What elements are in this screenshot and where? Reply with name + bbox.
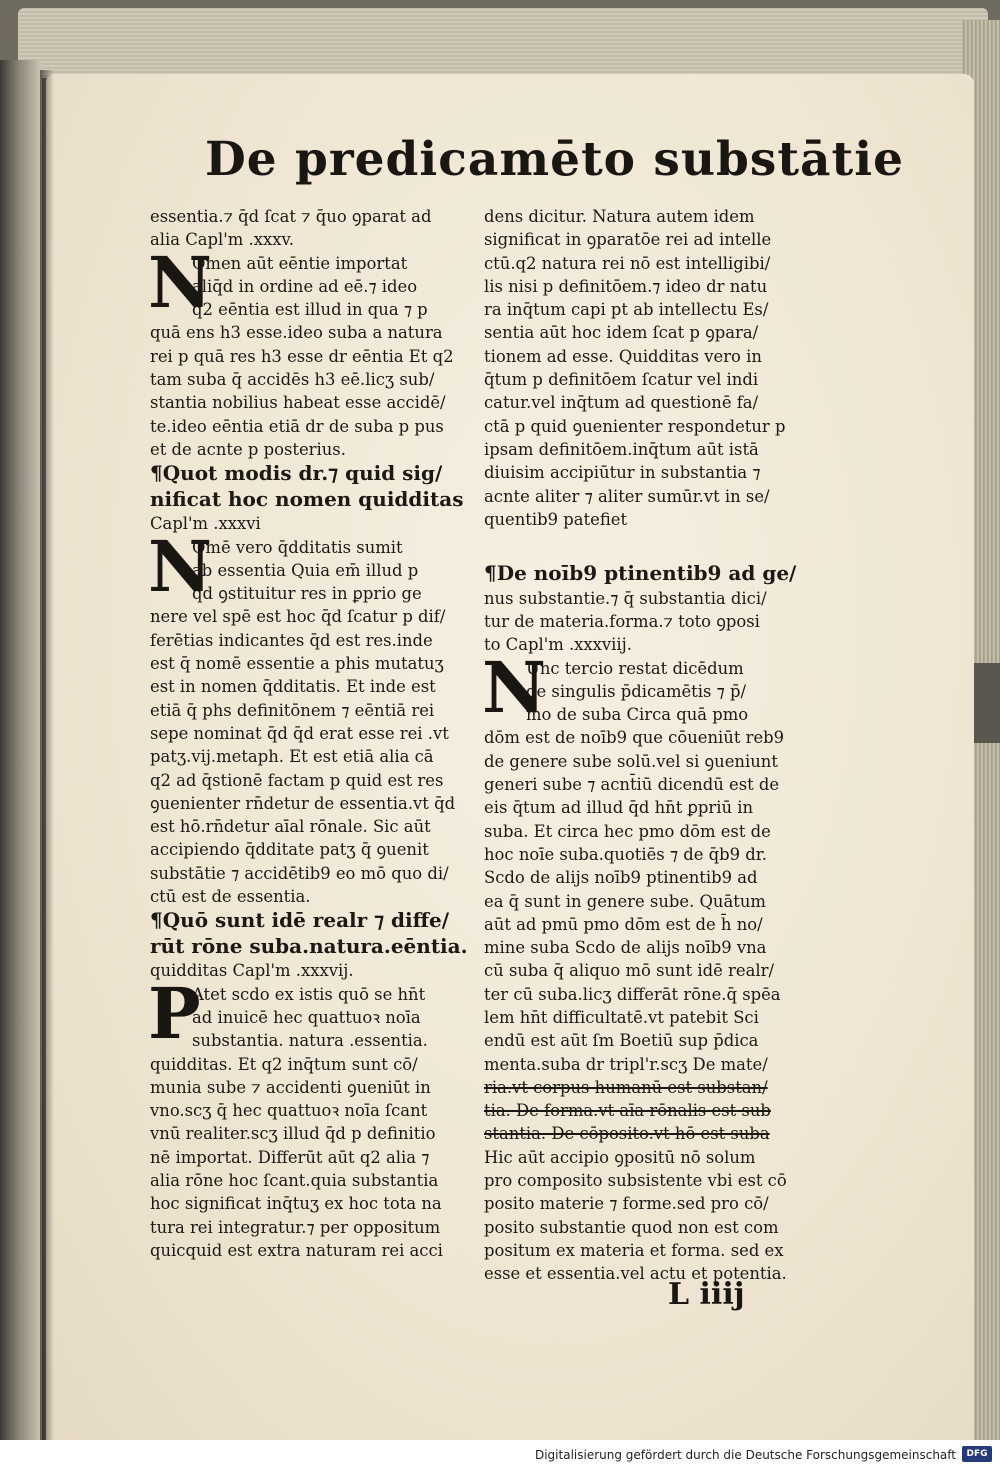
text-line: mo de suba Circa quā pmo [526, 705, 749, 725]
text-line: ra inq̄tum capi pt ab intellectu Es/ [484, 300, 769, 320]
text-line: quā ens h3 esse.ideo suba a natura [150, 323, 443, 343]
text-line: vnū realiter.scʒ illud q̄d p definitio [150, 1124, 436, 1144]
text-line: significat in ꝯparatōe rei ad intelle [484, 230, 772, 250]
text-line: hoc noīe suba.quotiēs ⁊ de q̄b9 dr. [484, 844, 768, 864]
text-line: dōm est de noīb9 que cōueniūt reb9 [484, 728, 785, 748]
text-line: posito substantie quod non est com [484, 1217, 779, 1237]
text-line: stantia. De cōposito.vt hō est suba [484, 1124, 770, 1144]
text-line: est hō.rn̄detur aīal rōnale. Sic aūt [150, 817, 431, 837]
text-line: ea q̄ sunt in genere sube. Quātum [484, 891, 766, 911]
text-line: tionem ad esse. Quidditas vero in [484, 346, 762, 366]
text-line: tia. De forma.vt aīa rōnalis est sub [484, 1101, 771, 1121]
footer-credit-bar [0, 1440, 1000, 1470]
text-line: esse et essentia.vel actu et potentia. [484, 1264, 787, 1284]
chapter-heading-line: ¶Quō sunt idē realr ⁊ diffe/ [150, 908, 450, 933]
text-line: quicquid est extra naturam rei acci [150, 1240, 443, 1260]
left-column [150, 205, 468, 1262]
text-line: de singulis p̄dicamētis ⁊ p̄/ [526, 681, 747, 701]
text-line: sentia aūt hoc idem ſcat p ꝯpara/ [484, 323, 759, 343]
text-line: ipsam definitōem.inq̄tum aūt istā [484, 439, 759, 459]
text-line: ctū.q2 natura rei nō est intelligibi/ [484, 253, 771, 273]
text-line: substātie ⁊ accidētib9 eo mō quo di/ [150, 863, 449, 883]
text-line: mine suba Scdo de alijs noīb9 vna [484, 938, 767, 958]
text-line: etiā q̄ phs definitōnem ⁊ eēntiā rei [150, 700, 435, 720]
text-line: patʒ.vij.metaph. Et est etiā alia cā [150, 747, 434, 767]
text-line: ab essentia Quia em̄ illud p [192, 560, 419, 580]
text-line: tura rei integratur.⁊ per oppositum [150, 1217, 441, 1237]
text-line: Atet scdo ex istis quō se hn̄t [192, 984, 426, 1004]
text-line: lem hn̄t difficultatē.vt patebit Sci [484, 1008, 759, 1027]
text-line: munia sube ⁊ accidenti ꝯueniūt in [150, 1077, 431, 1097]
text-line: est q̄ nomē essentie a phis mutatuʒ [150, 654, 444, 674]
decorated-initial: P [148, 971, 201, 1055]
text-line: quidditas. Et q2 inq̄tum sunt cō/ [150, 1054, 418, 1074]
text-line: quidditas Capl'm .xxxvij. [150, 961, 354, 981]
chapter-label-line: alia Capl'm .xxxv. [150, 230, 295, 250]
text-line: aūt ad pmū pmo dōm est de h̄ no/ [484, 914, 763, 934]
text-line: ctā p quid ꝯuenienter respondetur p [484, 416, 786, 436]
folio-number: L iiij [668, 1277, 745, 1312]
text-line: Omen aūt eēntie importat [192, 253, 408, 273]
decorated-initial: N [482, 645, 546, 729]
chapter-label-line: Capl'm .xxxvi [150, 514, 261, 534]
spine-shadow [40, 70, 54, 1440]
text-line: sepe nominat q̄d q̄d erat esse rei .vt [150, 723, 449, 743]
text-line: Hic aūt accipio ꝯpositū nō solum [484, 1147, 756, 1167]
text-line: aliq̄d in ordine ad eē.⁊ ideo [192, 276, 418, 296]
text-line: eis q̄tum ad illud q̄d hn̄t ꝑpriū in [484, 798, 754, 818]
text-line: q2 ad q̄stionē factam p quid est res [150, 770, 444, 790]
text-line: suba. Et circa hec pmo dōm est de [484, 821, 771, 841]
text-line: nē importat. Differūt aūt q2 alia ⁊ [150, 1147, 430, 1167]
text-line: Scdo de alijs noīb9 ptinentib9 ad [484, 868, 758, 888]
text-line: positum ex materia et forma. sed ex [484, 1240, 784, 1260]
text-line: catur.vel inq̄tum ad questionē fa/ [484, 393, 759, 413]
decorated-initial: N [148, 240, 212, 324]
text-line: posito materie ⁊ forme.sed pro cō/ [484, 1194, 769, 1214]
text-line: menta.suba dr tripl'r.scʒ De mate/ [484, 1054, 768, 1074]
chapter-label-line: to Capl'm .xxxviij. [484, 635, 632, 655]
text-line: rei p quā res h3 esse dr eēntia Et q2 [150, 346, 454, 366]
text-line: ad inuicē hec quattuoꝛ noīa [192, 1007, 421, 1027]
text-line: ter cū suba.licʒ differāt rōne.q̄ spēa [484, 984, 781, 1004]
text-line: est in nomen q̄dditatis. Et inde est [150, 677, 436, 697]
text-line: essentia.⁊ q̄d ſcat ⁊ q̄uo ꝯparat ad [150, 207, 432, 226]
left-page-leaf [0, 60, 42, 1440]
text-line: cū suba q̄ aliquo mō sunt idē realr/ [484, 961, 774, 981]
text-line: dens dicitur. Natura autem idem [484, 207, 755, 226]
text-line: vno.scʒ q̄ hec quattuoꝛ noīa ſcant [150, 1101, 428, 1121]
chapter-heading-line: nificat hoc nomen quidditas [150, 486, 464, 511]
chapter-heading-line: ¶De noīb9 ptinentib9 ad ge/ [484, 561, 797, 586]
text-line: hoc significat inq̄tuʒ ex hoc tota na [150, 1194, 442, 1214]
text-line: diuisim accipiūtur in substantia ⁊ [484, 463, 761, 483]
text-line: ferētias indicantes q̄d est res.inde [150, 630, 433, 650]
text-line: alia rōne hoc ſcant.quia substantia [150, 1170, 439, 1190]
right-column [484, 205, 814, 1286]
chapter-heading-line: ¶Quot modis dr.⁊ quid sig/ [150, 461, 443, 486]
column-gap [484, 531, 814, 561]
text-line: q̄d ꝯstituitur res in ꝑprio ge [192, 584, 422, 604]
text-line: et de acnte p posterius. [150, 439, 346, 459]
text-line: tam suba q̄ accidēs h3 eē.licʒ sub/ [150, 370, 435, 390]
text-line: ctū est de essentia. [150, 887, 311, 907]
chapter-heading-line: rūt rōne suba.natura.eēntia. [150, 933, 468, 958]
text-line: endū est aūt ſm Boetiū sup p̄dica [484, 1031, 759, 1051]
funding-credit: Digitalisierung gefördert durch die Deutsche Forschungsgemeinschaft [534, 1448, 956, 1462]
decorated-initial: N [148, 524, 212, 608]
text-line: quentib9 patefiet [484, 509, 628, 529]
text-line: q̄tum p definitōem ſcatur vel indi [484, 370, 759, 390]
text-line: stantia nobilius habeat esse accidē/ [150, 393, 446, 413]
text-line: pro composito subsistente vbi est cō [484, 1171, 787, 1191]
dfg-logo-icon: DFG [962, 1446, 992, 1462]
running-head: De predicamēto substātie [205, 132, 904, 187]
text-line: lis nisi p definitōem.⁊ ideo dr natu [484, 276, 768, 296]
text-line: te.ideo eēntia etiā dr de suba p pus [150, 416, 444, 436]
book-top-edge [18, 8, 988, 78]
text-line: ria.vt corpus humanū est substan/ [484, 1077, 768, 1097]
text-line: nere vel spē est hoc q̄d ſcatur p dif/ [150, 607, 446, 627]
text-line: Unc tercio restat dicēdum [526, 658, 744, 678]
text-line: Omē vero q̄dditatis sumit [192, 537, 403, 557]
text-line: substantia. natura .essentia. [192, 1031, 428, 1051]
text-line: de genere sube solū.vel si ꝯueniunt [484, 751, 778, 771]
text-line: ꝯuenienter rn̄detur de essentia.vt q̄d [150, 793, 456, 813]
text-line: generi sube ⁊ acnt̄iū dicendū est de [484, 775, 780, 795]
text-line: accipiendo q̄dditate patʒ q̄ ꝯuenit [150, 840, 429, 860]
text-line: tur de materia.forma.⁊ toto ꝯposi [484, 611, 760, 631]
text-line: nus substantie.⁊ q̄ substantia dici/ [484, 588, 767, 608]
text-line: acnte aliter ⁊ aliter sumūr.vt in se/ [484, 486, 770, 506]
text-line: q2 eēntia est illud in qua ⁊ p [192, 300, 428, 320]
